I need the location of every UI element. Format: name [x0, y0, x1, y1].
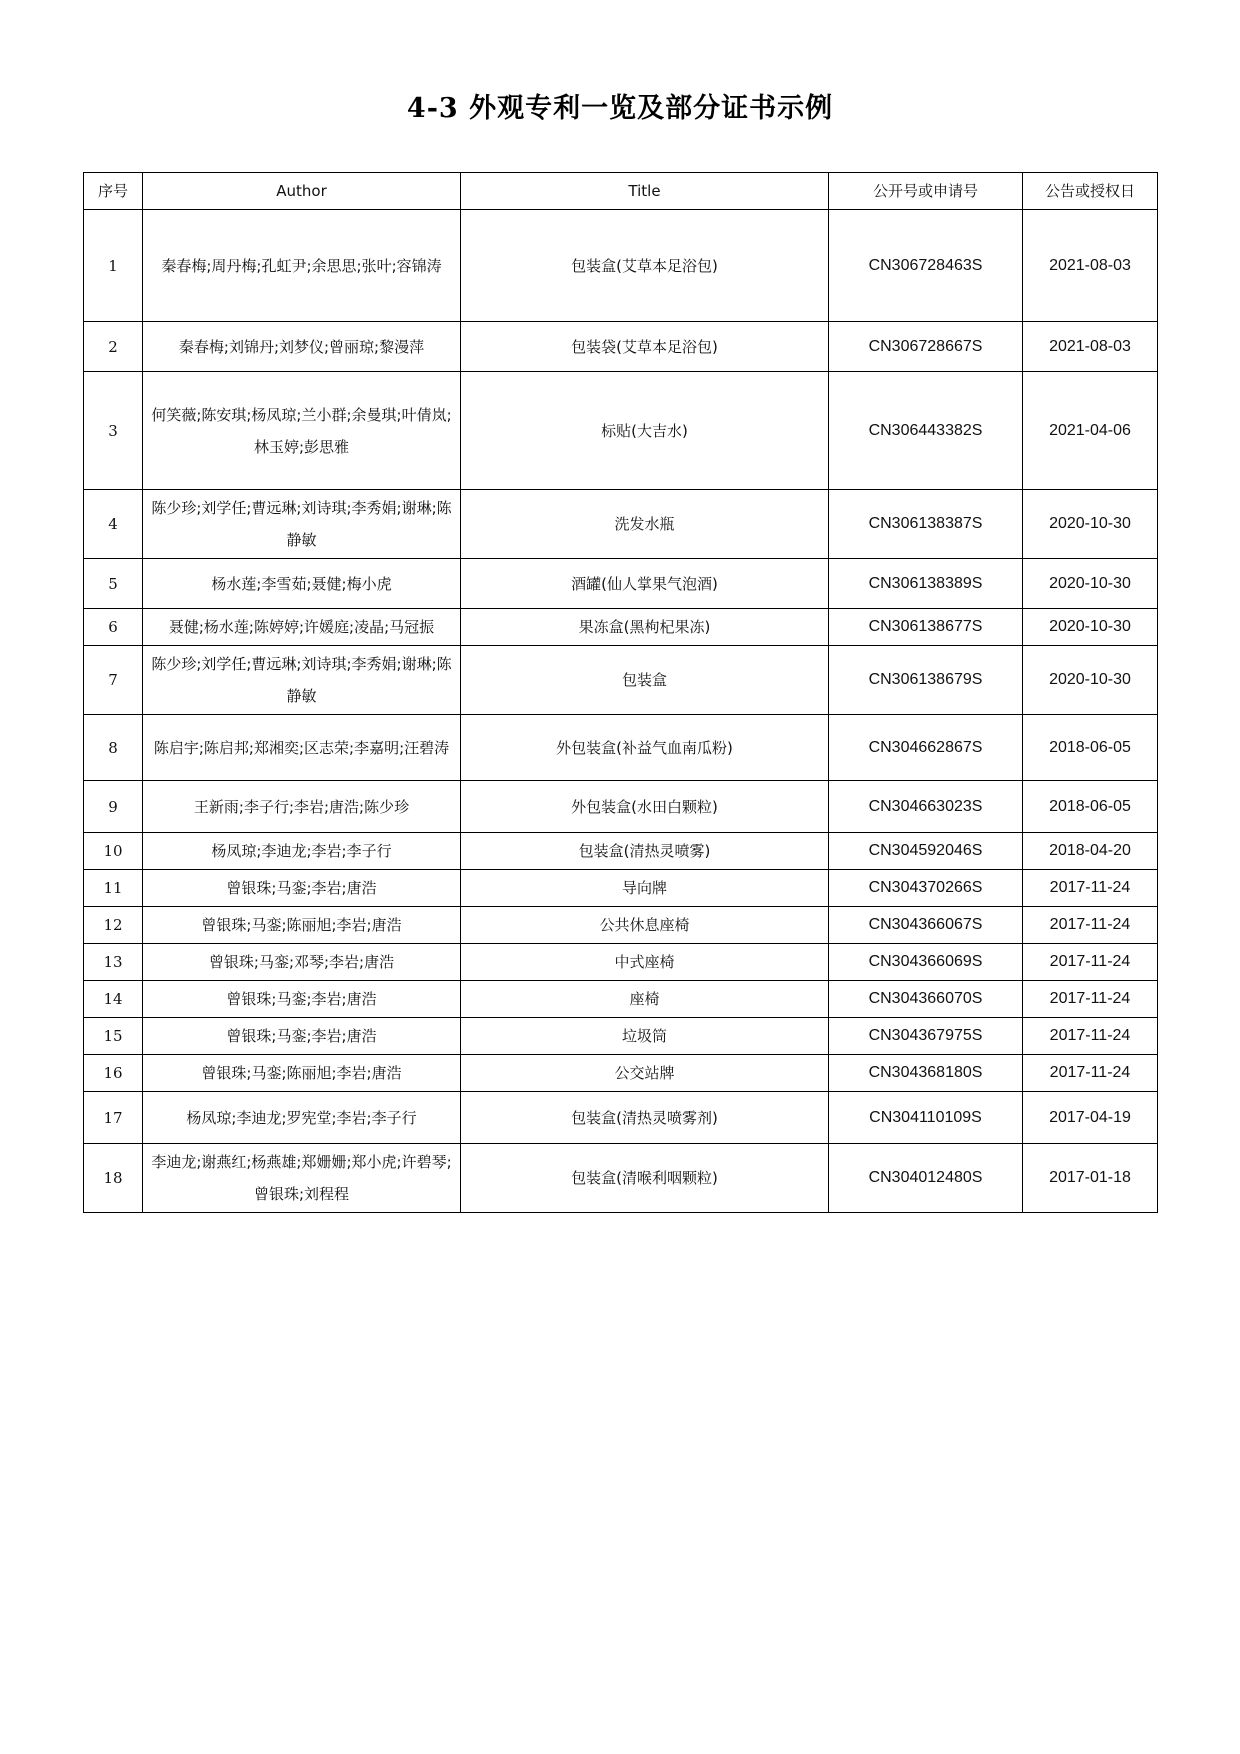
cell-author: 曾银珠;马銮;陈丽旭;李岩;唐浩: [143, 1055, 461, 1092]
cell-title: 座椅: [461, 981, 829, 1018]
cell-author: 王新雨;李子行;李岩;唐浩;陈少珍: [143, 781, 461, 833]
cell-number: CN304012480S: [829, 1144, 1023, 1213]
cell-date: 2018-06-05: [1023, 781, 1158, 833]
cell-title: 公交站牌: [461, 1055, 829, 1092]
cell-number: CN304592046S: [829, 833, 1023, 870]
cell-title: 包装袋(艾草本足浴包): [461, 322, 829, 372]
cell-date: 2018-06-05: [1023, 715, 1158, 781]
cell-date: 2017-11-24: [1023, 1055, 1158, 1092]
cell-title: 包装盒(清热灵喷雾剂): [461, 1092, 829, 1144]
cell-author: 秦春梅;刘锦丹;刘梦仪;曾丽琼;黎漫萍: [143, 322, 461, 372]
cell-date: 2017-11-24: [1023, 907, 1158, 944]
table-row: [84, 715, 1158, 781]
cell-no: 7: [84, 646, 143, 715]
table-row: [84, 559, 1158, 609]
cell-author: 曾银珠;马銮;陈丽旭;李岩;唐浩: [143, 907, 461, 944]
table-row: [84, 781, 1158, 833]
cell-number: CN304366069S: [829, 944, 1023, 981]
cell-author: 陈少珍;刘学任;曹远琳;刘诗琪;李秀娟;谢琳;陈静敏: [143, 490, 461, 559]
table-row: [84, 944, 1158, 981]
cell-number: CN306443382S: [829, 372, 1023, 490]
cell-title: 包装盒(艾草本足浴包): [461, 210, 829, 322]
cell-author: 曾银珠;马銮;李岩;唐浩: [143, 870, 461, 907]
cell-no: 11: [84, 870, 143, 907]
header-number: 公开号或申请号: [829, 173, 1023, 210]
cell-author: 李迪龙;谢燕红;杨燕雄;郑姗姗;郑小虎;许碧琴;曾银珠;刘程程: [143, 1144, 461, 1213]
cell-title: 包装盒: [461, 646, 829, 715]
cell-no: 18: [84, 1144, 143, 1213]
cell-title: 外包装盒(水田白颗粒): [461, 781, 829, 833]
cell-date: 2020-10-30: [1023, 609, 1158, 646]
cell-date: 2017-11-24: [1023, 944, 1158, 981]
cell-no: 5: [84, 559, 143, 609]
cell-no: 8: [84, 715, 143, 781]
patent-table: [83, 172, 1158, 1213]
table-row: [84, 490, 1158, 559]
cell-number: CN306138677S: [829, 609, 1023, 646]
cell-no: 9: [84, 781, 143, 833]
table-row: [84, 1018, 1158, 1055]
cell-no: 6: [84, 609, 143, 646]
header-title: Title: [461, 173, 829, 210]
cell-date: 2021-08-03: [1023, 322, 1158, 372]
patent-rows: [84, 210, 1158, 1213]
cell-title: 包装盒(清热灵喷雾): [461, 833, 829, 870]
cell-number: CN304110109S: [829, 1092, 1023, 1144]
cell-number: CN304368180S: [829, 1055, 1023, 1092]
cell-title: 果冻盒(黑枸杞果冻): [461, 609, 829, 646]
cell-author: 聂健;杨水莲;陈婷婷;许媛庭;凌晶;马冠振: [143, 609, 461, 646]
table-row: [84, 322, 1158, 372]
table-row: [84, 372, 1158, 490]
cell-number: CN306728463S: [829, 210, 1023, 322]
cell-title: 洗发水瓶: [461, 490, 829, 559]
cell-no: 2: [84, 322, 143, 372]
cell-no: 17: [84, 1092, 143, 1144]
cell-author: 陈少珍;刘学任;曹远琳;刘诗琪;李秀娟;谢琳;陈静敏: [143, 646, 461, 715]
cell-number: CN304662867S: [829, 715, 1023, 781]
header-date: 公告或授权日: [1023, 173, 1158, 210]
cell-author: 秦春梅;周丹梅;孔虹尹;余思思;张叶;容锦涛: [143, 210, 461, 322]
cell-title: 外包装盒(补益气血南瓜粉): [461, 715, 829, 781]
cell-no: 10: [84, 833, 143, 870]
page-title: 4-3 外观专利一览及部分证书示例: [406, 93, 834, 124]
table-row: [84, 646, 1158, 715]
cell-no: 4: [84, 490, 143, 559]
cell-date: 2017-11-24: [1023, 1018, 1158, 1055]
cell-date: 2020-10-30: [1023, 490, 1158, 559]
cell-date: 2020-10-30: [1023, 646, 1158, 715]
cell-author: 曾银珠;马銮;李岩;唐浩: [143, 981, 461, 1018]
cell-number: CN304367975S: [829, 1018, 1023, 1055]
cell-number: CN306728667S: [829, 322, 1023, 372]
cell-number: CN304366067S: [829, 907, 1023, 944]
cell-author: 何笑薇;陈安琪;杨凤琼;兰小群;余曼琪;叶倩岚;林玉婷;彭思雅: [143, 372, 461, 490]
table-row: [84, 210, 1158, 322]
cell-date: 2020-10-30: [1023, 559, 1158, 609]
cell-date: 2021-04-06: [1023, 372, 1158, 490]
cell-no: 14: [84, 981, 143, 1018]
table-row: [84, 1092, 1158, 1144]
table-row: [84, 907, 1158, 944]
cell-no: 1: [84, 210, 143, 322]
cell-date: 2018-04-20: [1023, 833, 1158, 870]
cell-number: CN306138389S: [829, 559, 1023, 609]
cell-number: CN304663023S: [829, 781, 1023, 833]
cell-title: 酒罐(仙人掌果气泡酒): [461, 559, 829, 609]
table-header-row: [84, 173, 1158, 210]
cell-title: 包装盒(清喉利咽颗粒): [461, 1144, 829, 1213]
cell-date: 2017-04-19: [1023, 1092, 1158, 1144]
table-row: [84, 833, 1158, 870]
cell-no: 12: [84, 907, 143, 944]
cell-author: 杨凤琼;李迪龙;李岩;李子行: [143, 833, 461, 870]
cell-title: 中式座椅: [461, 944, 829, 981]
cell-date: 2021-08-03: [1023, 210, 1158, 322]
header-author: Author: [143, 173, 461, 210]
cell-no: 3: [84, 372, 143, 490]
cell-date: 2017-11-24: [1023, 981, 1158, 1018]
cell-author: 陈启宇;陈启邦;郑湘奕;区志荣;李嘉明;汪碧涛: [143, 715, 461, 781]
table-row: [84, 870, 1158, 907]
cell-number: CN304370266S: [829, 870, 1023, 907]
table-row: [84, 981, 1158, 1018]
cell-number: CN306138387S: [829, 490, 1023, 559]
cell-no: 16: [84, 1055, 143, 1092]
cell-title: 公共休息座椅: [461, 907, 829, 944]
cell-author: 杨水莲;李雪茹;聂健;梅小虎: [143, 559, 461, 609]
cell-number: CN304366070S: [829, 981, 1023, 1018]
table-row: [84, 609, 1158, 646]
cell-number: CN306138679S: [829, 646, 1023, 715]
cell-author: 曾银珠;马銮;李岩;唐浩: [143, 1018, 461, 1055]
cell-title: 垃圾筒: [461, 1018, 829, 1055]
cell-date: 2017-01-18: [1023, 1144, 1158, 1213]
cell-title: 标贴(大吉水): [461, 372, 829, 490]
cell-author: 杨凤琼;李迪龙;罗宪堂;李岩;李子行: [143, 1092, 461, 1144]
cell-title: 导向牌: [461, 870, 829, 907]
table-row: [84, 1055, 1158, 1092]
cell-author: 曾银珠;马銮;邓琴;李岩;唐浩: [143, 944, 461, 981]
table-row: [84, 1144, 1158, 1213]
cell-no: 15: [84, 1018, 143, 1055]
cell-date: 2017-11-24: [1023, 870, 1158, 907]
cell-no: 13: [84, 944, 143, 981]
header-no: 序号: [84, 173, 143, 210]
